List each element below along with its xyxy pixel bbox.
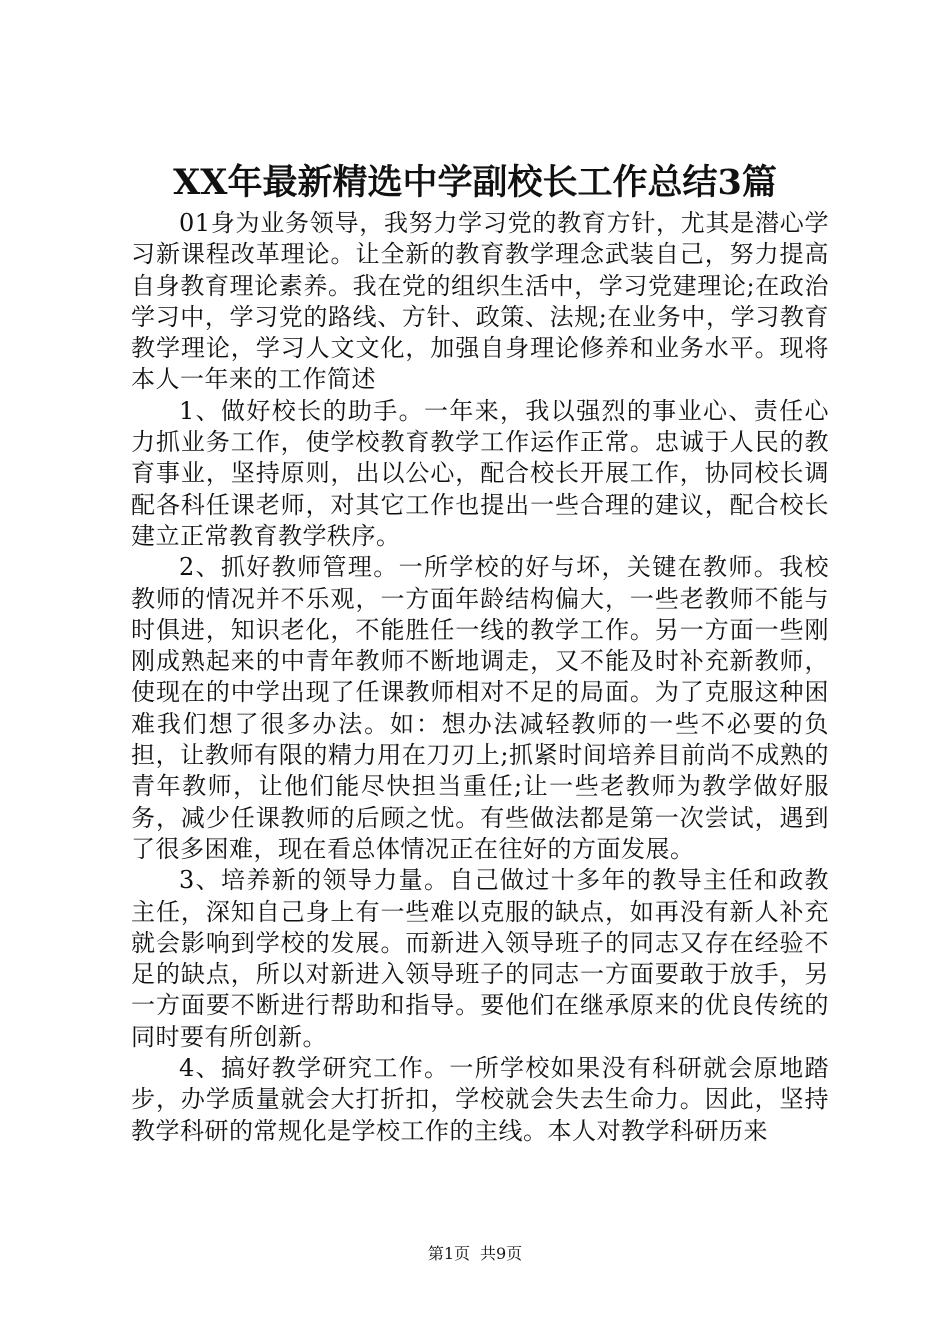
page-total: 共9页	[480, 1244, 523, 1263]
page-number: 第1页	[427, 1244, 470, 1263]
paragraph-intro: 01身为业务领导，我努力学习党的教育方针，尤其是潜心学习新课程改革理论。让全新的教育教学理念武装自己，努力提高自身教育理论素养。我在党的组织生活中，学习党建理论;在政治学习中，学习党的路线、方针、政策、法规;在业务中，学习教育教学理论，学习人文文化，加强自身理论修养和业务水平。现将本人一年来的工作简述	[131, 209, 829, 394]
document-body	[131, 208, 829, 1147]
paragraph-3: 3、培养新的领导力量。自己做过十多年的教导主任和政教主任，深知自己身上有一些难以克服的缺点，如再没有新人补充就会影响到学校的发展。而新进入领导班子的同志又存在经验不足的缺点，所以对新进入领导班子的同志一方面要敢于放手，另一方面要不断进行帮助和指导。要他们在继承原来的优良传统的同时要有所创新。	[131, 866, 829, 1051]
paragraph-4: 4、搞好教学研究工作。一所学校如果没有科研就会原地踏步，办学质量就会大打折扣，学校就会失去生命力。因此，坚持教学科研的常规化是学校工作的主线。本人对教学科研历来	[131, 1054, 829, 1145]
paragraph-1: 1、做好校长的助手。一年来，我以强烈的事业心、责任心力抓业务工作，使学校教育教学工作运作正常。忠诚于人民的教育事业，坚持原则，出以公心，配合校长开展工作，协同校长调配各科任课老师，对其它工作也提出一些合理的建议，配合校长建立正常教育教学秩序。	[131, 396, 829, 550]
document-title: XX年最新精选中学副校长工作总结3篇	[173, 162, 777, 203]
page-footer	[0, 1244, 950, 1264]
paragraph-2: 2、抓好教师管理。一所学校的好与坏，关键在教师。我校教师的情况并不乐观，一方面年龄结构偏大，一些老教师不能与时俱进，知识老化，不能胜任一线的教学工作。另一方面一些刚刚成熟起来的中青年教师不断地调走，又不能及时补充新教师，使现在的中学出现了任课教师相对不足的局面。为了克服这种困难我们想了很多办法。如：想办法减轻教师的一些不必要的负担，让教师有限的精力用在刀刃上;抓紧时间培养目前尚不成熟的青年教师，让他们能尽快担当重任;让一些老教师为教学做好服务，减少任课教师的后顾之忧。有些做法都是第一次尝试，遇到了很多困难，现在看总体情况正在往好的方面发展。	[131, 553, 829, 863]
